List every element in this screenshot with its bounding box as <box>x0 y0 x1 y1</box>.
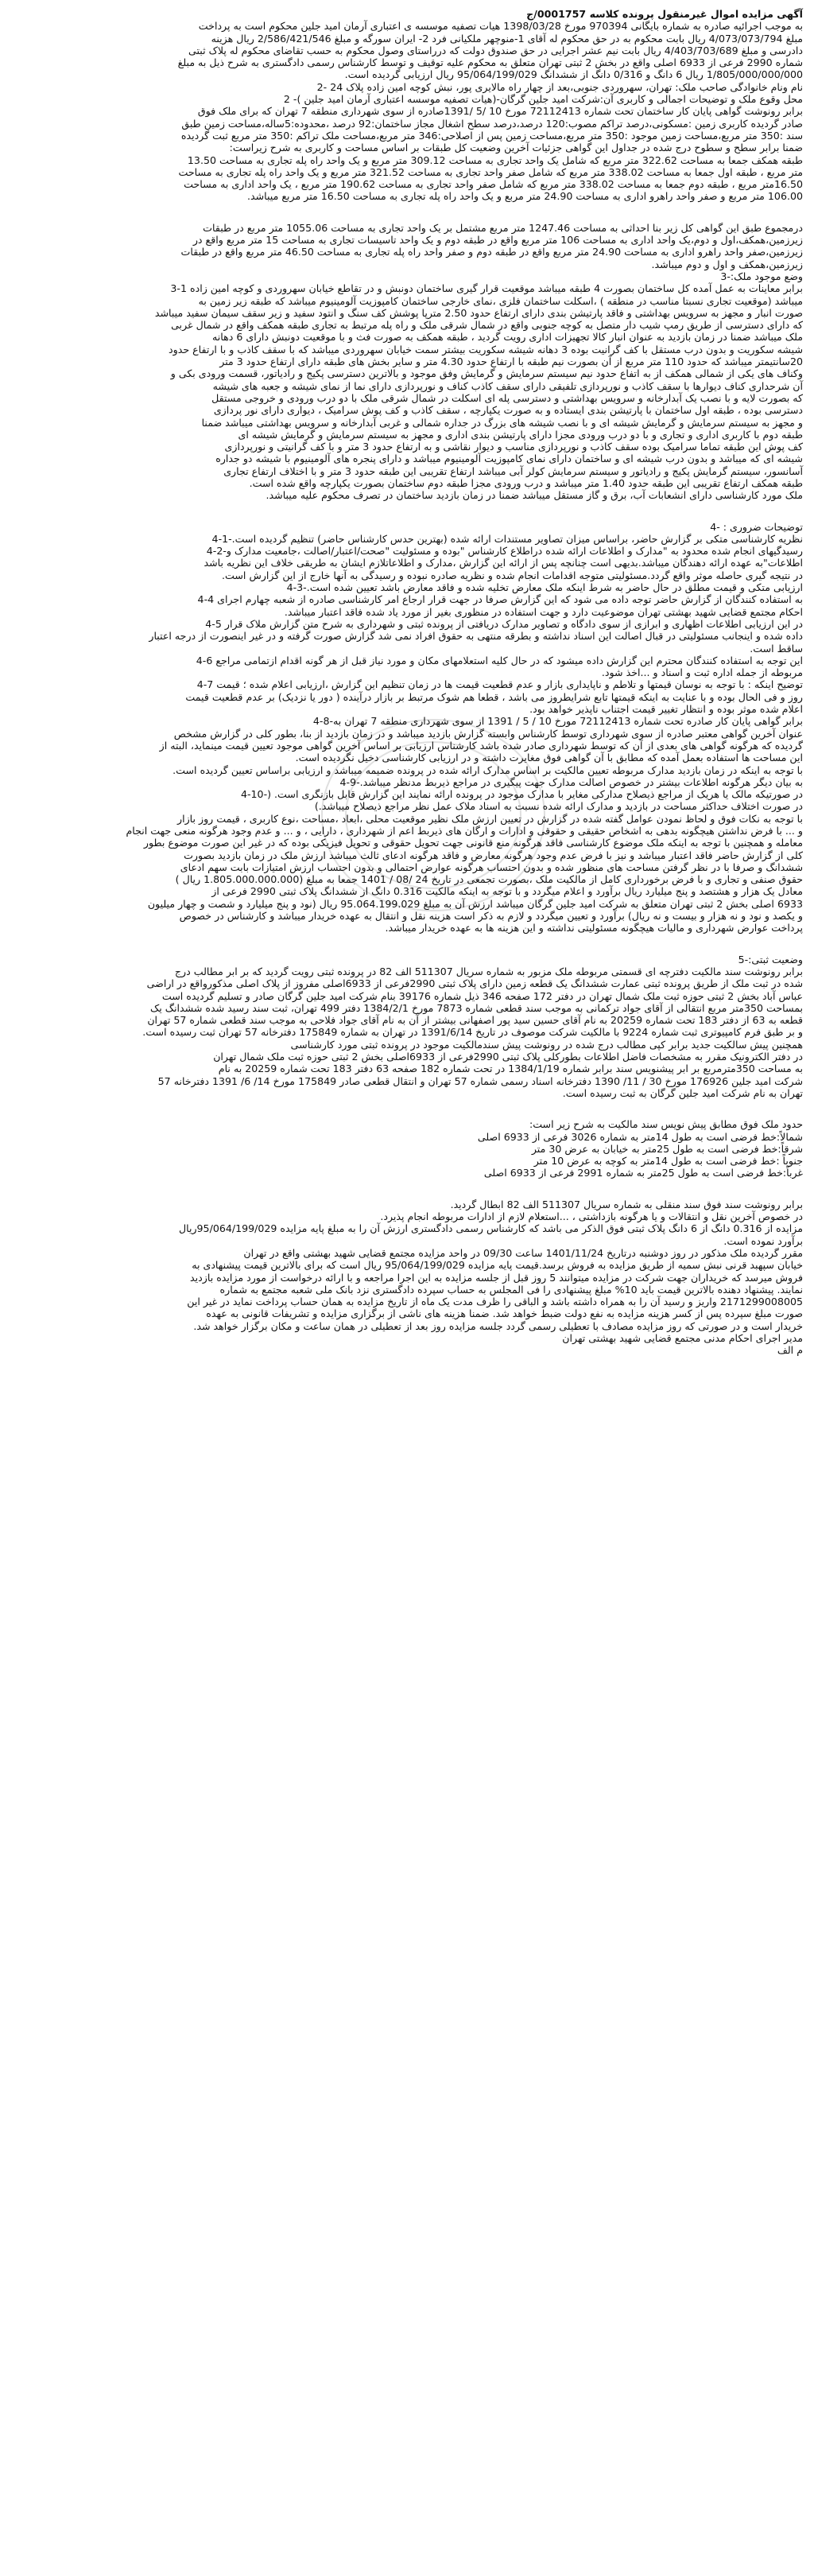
text-line: در دفتر الکترونیک مقرر به مشخصات فاضل اطلاعات بطورکلی پلاک ثبتی 2990فرعی از 6933اصلی بخش 2 ثبتی حوزه ثبت ملک شمال تهران <box>213 1051 803 1063</box>
text-line: خریدار است و در صورتی که روز مزایده مصادف با تعطیلی رسمی گردد جلسه مزایده روز بعد از تعطیلی در همان ساعت و مکان برگزار خواهد شد. <box>193 1319 803 1332</box>
text-line: شرکت امید جلین 176926 مورخ 30 / 11/ 1390 دفترخانه اسناد رسمی شماره 57 تهران و انتقال قطعی صادر 175849 مورخ 14/ 6/ 1391 دفترخانه 57 <box>157 1074 803 1087</box>
text-line: ملک میباشد ضمنا در زمان بازدید به عنوان انبار کالا تجهیزات اداری رویت گردید ، طبقه همکف به صورت فث و با موقعیت دونبش دارای 6 دهانه <box>212 331 803 344</box>
text-line: میباشد (موقعیت تجاری نسبتا مناسب در منطقه ) ،اسکلت ساختمان فلزی ،نمای خارجی ساختمان کامپوزیت آلومینیوم میباشد که طبقه زیر زمین به <box>198 294 803 307</box>
text-line: شماره 2990 فرعی از 6933 اصلی واقع در بخش 2 ثبتی تهران متعلق به محکوم علیه توقیف و توسط کارشناس رسمی دادگستری به شرح ذیل به مبلغ <box>177 56 803 69</box>
text-line: به بیان دیگر هرگونه اطلاعات بیشتر در خصوص اصالت مدارک جهت پیگیری در مراجع ذیربط مدنظر میباشد.-9-4 <box>339 775 803 788</box>
text-line: طبقه دوم با کاربری اداری و تجاری و با دو درب ورودی مجزا دارای پارتیشن بندی اداری و مجهز به سیستم سرمایش و گرمایش شیشه ای <box>238 428 803 441</box>
text-line: طبقه همکف جمعا به مساحت 322.62 متر مربع که شامل یک واحد تجاری به مساحت 309.12 متر مربع و یک واحد راه پله تجاری به مساحت 13.50 <box>187 153 803 166</box>
text-line: برابر معاینات به عمل آمده کل ساختمان بصورت 4 طبقه میباشد موقعیت قرار گیری ساختمان دونبش و در تقاطع خیابان سهروردی و کوچه امین زاده 1-3 <box>170 282 803 295</box>
text-line: صورت انبار و مجهز به سرویس بهداشتی و فاقد پارتیشن بندی دارای ارتفاع حدود 2.50 مترپا پوشش کف سنگ و انتود سفید و زیر سقف سیمان سفید میباشد <box>154 306 803 319</box>
text-line: حقوق صنفی و تجاری و با فرض برخورداری کامل از مالکیت ملک ،بصورت تجمعی در تاریخ 24 /08 / 1401 جمعا به مبلغ (1.805.000.000.000 ریال ) <box>175 873 803 886</box>
boundary-line: غرباً:خط فرضی است به طول 25متر به شماره 2991 فرعی از 6933 اصلی <box>483 1167 803 1179</box>
boundary-line: شرقاً:خط فرضی است به طول 25متر به خیابان به عرض 30 متر <box>531 1142 803 1155</box>
text-line: و یکصد و نود و نه هزار و بیست و نه ریال) برآورد و تعیین میگردد و لازم به ذکر است هزینه نقل و انتقال به عهده خریدار میباشد و کارشناس در خصوص <box>179 910 803 923</box>
text-line: در نتیجه گیری حاصله موثر واقع گردد.مسئولیتی متوجه اقدامات انجام شده و نظریه صادره نبوده و رسیدگی به آنها خارج از این گزارش است. <box>222 569 803 581</box>
text-line: داده شده و اینجانب مسئولیتی در قبال اصالت این اسناد نداشته و بطرقه منتهی به حقوق افراد نمی شد گزارش صورت گرفته و در غیر اینصورت از درجه اعتبار <box>149 630 803 643</box>
text-line: زیرزمین،همکف،اول و دوم،یک واحد اداری به مساحت 106 متر مربع واقع در طبقه دوم و یک واحد تاسیسات تجاری به مساحت 15 متر مربع واقع در <box>192 234 803 247</box>
text-line: مقرر گردیده ملک مذکور در روز دوشنبه درتاریخ 1401/11/24 ساعت 09/30 در واحد مزایده مجتمع قضایی شهید بهشتی واقع در تهران <box>243 1246 803 1259</box>
text-line: احکام مجتمع قضایی شهید بهشتی تهران موضوعیت دارد و جهت استفاده در منظوری بغیر از مورد یاد شده فاقد اعتبار میباشد. <box>284 605 803 618</box>
text-line: برابر رونوشت سند مالکیت دفترچه ای قسمتی مربوطه ملک مزبور به شماره سریال 511307 الف 82 در پرونده ثبتی رویت گردید که بر ابر مطالب درج <box>174 965 803 977</box>
text-line: دسترسی بوده ، طبقه اول ساختمان با پارتیشن بندی ایستاده و به صورت یکپارچه ، سقف کاذب و کف پوش سرامیک ، دیواری دارای نور پردازی <box>213 404 803 417</box>
text-line: و مجهز به سیستم سرمایش و گرمایش شیشه ای و با نصب شیشه های بزرگ در جداره شمالی و غربی آبدارخانه و سرویس بهداشتی میباشد ضمنا <box>201 416 803 429</box>
section-gap <box>11 934 803 954</box>
text-line: قطعه به 63 از دفتر 183 تحت شماره 20259 به نام آقای حسین سید پور اصفهانی بیشتر از آن به نام آقای جواد فلاحی به موجب سند قطعی شماره 57 تهران <box>147 1014 803 1027</box>
text-line: خیابان سپهبد قرنی نبش سمیه از طریق مزایده به فروش برسد.قیمت پایه مزایده 95/064/199/029 ریال است که برای بالاترین قیمت پیشنهادی به <box>192 1259 803 1272</box>
text-line: پرداخت عوارض شهرداری و مالیات هیچگونه مسئولیتی نداشته و این هزینه ها به عهده خریدار میباشد. <box>385 922 803 934</box>
text-line: سند :350 متر مربع،مساحت زمین موجود :350 متر مربع،مساحت زمین پس از اصلاحی:346 متر مربع،مساحت ملک تراکم :350 متر مربع ثبت گردیده <box>180 129 803 142</box>
explanations-section <box>11 533 803 934</box>
section-gap <box>11 203 803 222</box>
text-line: بمساحت 350متر مربع انتقالی از آقای جواد ترکمانی به موجب سند قطعی شماره 7873 مورخ 1384/2/1 دفتر 499 تهران، ثبت سند رسید شده ششدانگ یک <box>149 1001 803 1014</box>
text-line: محل وقوع ملک و توضیحات اجمالی و کاربری آن:شرکت امید جلین گرگان-(هیات تصفیه موسسه اعتباری آرمان امید جلین )- 2 <box>283 93 803 106</box>
text-line: 106.00 متر مربع و صفر واحد راهرو اداری به مساحت 24.90 متر مربع و یک واحد راه پله تجاری به مساحت 16.50 متر مربع میباشد. <box>246 190 803 203</box>
text-line: در این ارزیابی اطلاعات اظهاری و ابرازی از سوی دادگاه و تصاویر مدارک دریافتی از پرونده ثبتی و شهرداری به شرح متن گزارش ملاک قرار 5-4 <box>205 617 803 630</box>
text-line: تهران به نام شرکت امید جلین گرگان به ثبت رسیده است. <box>562 1086 803 1099</box>
text-line: مزایده از 0.316 دانگ از 6 دانگ پلاک ثبتی فوق الذکر می باشد که کارشناس رسمی دادگستری ارزش آن را به مبلغ پایه مزایده 95/064/199/029ریال <box>178 1222 803 1235</box>
text-line: اطلاعات"به عهده ارائه دهندگان میباشد.بدیهی است چنانچه پس از ارائه این گزارش ،مدارک و اطلاعاتلازم ایشان به طریقی خلاف این نظریه باشد <box>204 557 803 569</box>
text-line: همچنین پیش سالکیت جدید برابر کپی مطالب درج شده در رونوشت پیش سندمالکیت موجود در پرونده ثبتی مورد کارشناسی <box>290 1038 803 1051</box>
text-line: مربوطه از جمله اداره ثبت و اسناد و ...اخذ شود. <box>601 666 803 679</box>
text-line: ملک مورد کارشناسی دارای انشعابات آب، برق و گاز مستقل میباشد ضمنا در زمان بازدید ساختمان در تصرف محکوم علیه میباشد. <box>266 489 803 502</box>
text-line: به مساحت 350مترمربع بر ابر پیشنویس سند برابر شماره 1384/1/19 در تحت شماره 182 صفحه 63 دفتر 183 تحت شماره 20259 به نام <box>218 1063 803 1075</box>
text-line: صادر گردیده کاربری زمین :مسکونی،درصد تراکم مصوب:120 درصد،درصد سطح اشغال مجاز ساختمان:92 درصد ،محدوده:5ساله،مساحت زمین طبق <box>181 117 803 130</box>
text-line: 6933 اصلی بخش 2 ثبتی تهران متعلق به شرکت امید جلین گرگان میباشد ارزش آن به مبلغ 95.064.199.029 ریال (نود و پنج میلیارد و شصت و چهار میلیون <box>147 897 803 910</box>
text-line: و ... با فرض نداشتن هیچگونه بدهی به اشخاص حقیقی و حقوقی و ادارات و ارگان های ذیربط اعم از شهرداری ، دارایی ، و ... و عدم وجود هرگونه منعی جهت انجام <box>126 825 803 837</box>
text-line: در خصوص آخرین نقل و انتقالات و یا هرگونه بازداشتی ، ...استعلام لازم از ادارات مربوطه انجام پذیرد. <box>380 1210 803 1223</box>
text-line: رسیدگیهای انجام شده محدود به "مدارک و اطلاعات ارائه شده دراطلاع کارشناس "بوده و مسئولیت "صحت/اعتبار/اصالت ،جامعیت مدارک و-2-4 <box>206 545 803 558</box>
text-line: و بر طبق فرم کامپیوتری ثبت شماره 9224 با مالکیت شرکت موصوف در تاریخ 1391/6/14 در تهران به شماره 175849 دفترخانه 57 تهران ثبت رسیده است. <box>142 1026 803 1039</box>
text-line: وضع موجود ملک:-3 <box>720 270 803 282</box>
registration-status-title: وضعیت ثبتی:-5 <box>738 953 803 966</box>
text-line: وکناف های یکی از شمالی همکف از به اتفاع حدود نیم سیستم سرمایش و گرمایش وفق موجود و بالاترین دسترسی پکیج و رادیاتور، قسمت ورودی بکی و <box>170 367 803 380</box>
text-line: درمجموع طبق این گواهی کل زیر بنا احداثی به مساحت 1247.46 متر مربع مشتمل بر یک واحد تجاری به مساحت 1055.06 متر مربع در طبقات <box>203 221 803 234</box>
text-line: به استفاده کنندگان از گزارش حاضر توجه داده می شود که این گزارش صرفا در جهت قرار ارجاع امر کارشناسی صادره از شعبه چهارم اجرای 4-4 <box>197 593 803 606</box>
text-line: ضمنا برابر سطح و سطوح درج شده در جداول این گواهی جزئیات آخرین وضعیت کل طبقات بر اساس مساحت و کاربری به شرح زیراست: <box>229 142 803 154</box>
text-line: اعلام شده موثر بوده و انتظار تغییر قیمت اجتناب ناپذیر خواهد بود. <box>529 703 803 716</box>
text-line: مدیر اجرای احکام مدنی مجتمع قضایی شهید بهشتی تهران <box>562 1331 803 1344</box>
boundaries-section <box>11 1131 803 1179</box>
boundaries-title: حدود ملک فوق مطابق پیش نویس سند مالکیت به شرح زیر است: <box>529 1118 803 1131</box>
text-line: آسانسور، سیستم گرمایش پکیج و رادیاتور و سیستم سرمایش کولر آبی میباشد ارتفاع تقریبی این طبقه حدود 3 متر و با اختلاف ارتفاع تجاری <box>223 464 803 477</box>
text-line: م الف <box>777 1344 803 1357</box>
text-line: عنوان آخرین گواهی معتبر صادره از سوی شهرداری توسط کارشناس وابسته گزارش بازدید میباشد و در زمان بازدید از بنا، بطور کلی در گزارش مشخص <box>173 727 803 740</box>
text-line: برابر رونوشت گواهی پایان کار ساختمان تحت شماره 72112413 مورخ 10 /5 /1391صادره از سوی شهرداری منطقه 7 تهران که برای ملک فوق <box>197 105 803 118</box>
intro-section <box>11 20 803 202</box>
text-line: متر مربع ، طبقه اول جمعا به مساحت 338.02 متر مربع که شامل صفر واحد تجاری به مساحت 321.52 متر مربع و یک واحد راه پله تجاری به مساحت <box>178 165 803 178</box>
text-line: مبلغ 4/073/073/794 ریال بابت محکوم به در حق محکوم له آقای 1-منوچهر ملکیانی فرد 2- ایران سورگه و مبلغ 2/586/421/546 ریال هزینه <box>211 32 803 45</box>
text-line: ساقط است. <box>750 642 803 655</box>
text-line: صورت مبلغ سپرده پس از کسر هزینه مزایده به نفع دولت ضبط خواهد شد. ضمنا هزینه های ناشی از برگزاری مزایده و تشریفات قانونی به عهده <box>206 1307 803 1320</box>
text-line: 16.50متر مربع ، طبقه دوم جمعا به مساحت 338.02 متر مربع که شامل صفر واحد تجاری به مساحت 190.62 متر مربع ، یک واحد اداری به مساحت <box>184 178 803 191</box>
text-line: این مساحت ها استفاده بعمل آمده که مطابق با آن گواهی فوق مغایرت داشته و در ارزیابی کارشناسی دخیل نگردیده است. <box>295 752 803 764</box>
section-gap <box>11 502 803 521</box>
explanations-title: توضیحات ضروری : -4 <box>710 520 803 533</box>
text-line: برابر گواهی پایان کار صادره تحت شماره 72112413 مورخ 10 / 5 / 1391 از سوی شهرداری منطقه 7 تهران به-8-4 <box>312 715 803 728</box>
text-line: ششدانگ و صرفا با در نظر گرفتن مساحت های منظور شده و بدون احتساب هرگونه عوارض احتمالی و بدون احتساب ارزش امتیازات بابت سهم ادعای <box>180 861 803 873</box>
boundary-line: شمالاً:خط فرضی است به طول 14متر به شماره 3026 فرعی از 6933 اصلی <box>477 1130 803 1143</box>
text-line: شیشه ای که میباشد و بدون درب شیشه ای و ساختمان دارای نمای کامپوزیت آلومینیوم میباشد و دارای پنجره های آلومینیوم با شیشه دو جداره <box>215 453 803 465</box>
auction-terms-section <box>11 1199 803 1357</box>
text-line: کلی از گزارش حاضر فاقد اعتبار میباشد و نیز با فرض عدم وجود هرگونه معارض و فاقد هرگونه ادعای ثالث میباشد ارزش ملک در زمان بازدید بصورت <box>184 849 803 861</box>
text-line: که بصورت لایه و با نصب یک آبدارخانه و سرویس بهداشتی و دسترسی پله ای اسکلت در شمال شرقی ملک با دو درب ورودی و خروجی مستقل <box>211 391 803 404</box>
text-line: دادرسی و مبلغ 4/403/703/689 ریال بابت نیم عشر اجرایی در حق صندوق دولت که درراستای وصول محکوم به حسب تقاضای محکوم له پلاک ثبتی <box>188 44 803 56</box>
text-line: طبقه همکف ارتفاع تقریبی این طبقه حدود 1.40 متر میباشد و درب ورودی مجزا طبقه دوم ساختمان بصورت یکپارچه واقع شده است. <box>249 476 803 489</box>
boundary-line: جنوباً :خط فرضی است به طول 14متر به کوچه به عرض 10 متر <box>533 1155 803 1168</box>
property-description-section <box>11 222 803 502</box>
text-line: 20سانتیمتر میباشد که حدود 110 متر مربع از آن بصورت نیم طبقه با ارتفاع حدود 4.30 متر و سایر بخش های طبقه دارای ارتفاع حدود 3 متر <box>219 356 803 368</box>
text-line: توضیح اینکه : با توجه به نوسان قیمتها و تلاطم و ناپایداری بازار و عدم قطعیت قیمت ها در زمان تنظیم این گزارش ،ارزیابی اعلام شده ؛ قیمت 7-4 <box>196 678 803 691</box>
text-line: برآورد نموده است. <box>723 1234 803 1247</box>
document-title: آگهی مزایده اموال غیرمنقول پرونده کلاسه 0001757/ج <box>526 8 803 20</box>
text-line: عباس آباد بخش 2 ثبتی حوزه ثبت ملک شمال تهران در دفتر 172 صفحه 346 ذیل شماره 39176 بنام شرکت امید جلین گرگان صادر و تسلیم گردیده است <box>161 989 803 1002</box>
text-line: نمایند. پیشنهاد دهنده بالاترین قیمت باید 10% مبلغ پیشنهادی را فی المجلس به حساب سپرده دادگستری نزد بانک ملی شعبه مجتمع به شماره <box>219 1283 803 1296</box>
text-line: شده در ثبت ملک از طریق پرونده ثبتی عمارت ششدانگ یک قطعه زمین دارای پلاک ثبتی 2990فرعی از 6933اصلی مفروز از پلاک اصلی مذکورواقع در اراضی <box>146 977 803 990</box>
text-line: معادل یک هزار و هشتصد و پنج میلیارد ریال برآورد و اعلام میگردد و با توجه به اینکه مالکیت 0.316 دانگ از ششدانگ پلاک ثبتی 2990 فرعی از <box>211 885 803 898</box>
section-gap <box>11 1179 803 1199</box>
text-line: نظریه کارشناسی متکی بر گزارش حاضر، براساس میزان تصاویر مستندات ارائه شده (بهترین حدس کارشناس حاضر) تنظیم گردیده است.-1-4 <box>211 532 803 545</box>
text-line: 2171299008005 واریز و رسید آن را به همراه داشته باشد و الباقی را ظرف مدت یک ماه از تاریخ مزایده به همان حساب پرداخت نماید در غیر این <box>187 1296 803 1308</box>
text-line: در صورتیکه مالک یا هریک از مراجع ذیصلاح مدارکی مغایر با مدارک موجود در پرونده ارائه نمایند این گزارش قابل بازنگری است. (-10-4 <box>240 788 803 801</box>
text-line: 1/805/000/000/000 ریال 6 دانگ و 0/316 دانگ از ششدانگ 95/064/199/029 ریال ارزیابی گردیده است. <box>344 68 803 81</box>
text-line: این توجه به استفاده کنندگان محترم این گزارش داده میشود که در حال کلیه استعلامهای مکان و مورد نیاز قبل از هر گونه اقدام ازتمامی مراجع 6-4 <box>196 654 803 666</box>
text-line: ارزیابی متکی و قیمت مطلق در حال حاضر به شرط اینکه ملک معارض تخلیه شده و فاقد معارض باشد تعیین شده است.-3-4 <box>286 581 803 594</box>
text-line: گردیده که هرگونه گواهی های بعدی از آن که توسط شهرداری صادر شده باشد کارشناس ارزیابی بر اساس آخرین گواهی موجود تعیین قیمت مینماید، البته از <box>159 739 803 752</box>
text-line: با توجه به اینکه در زمان بازدید مدارک مربوطه تعیین مالکیت بر اساس مدارک ارائه شده در پرونده ضمیمه میباشد و ارزیابی براساس تعیین گردیده است. <box>172 763 803 776</box>
text-line: شیشه سکوریت و بدون درب مستقل با کف گرانیت بوده 3 دهانه شیشه سکوریت بیشتر سمت خیابان سهروردی میباشد که با سقف کاذب و با ارتفاع حدود <box>169 343 803 356</box>
text-line: زیرزمین،صفر واحد راهرو اداری به مساحت 24.90 متر مربع واقع در طبقه دوم و صفر واحد راه پله تجاری به مساحت 46.50 متر مربع واقع در طبقات <box>180 246 803 258</box>
text-line: به موجب اجرائیه صادره به شماره بایگانی 970394 مورخ 1398/03/28 هیات تصفیه موسسه ی اعتباری آرمان امید جلین محکوم است به پرداخت <box>198 20 803 33</box>
text-line: آن شرحداری کناف دیوارها با سقف کاذب و نورپردازی تلفیقی دارای سقف کاذب کناف و نورپردازی دارای نما از نمای شیشه و جعبه های شیشه <box>212 379 803 392</box>
text-line: زیرزمین،همکف و اول و دوم میباشد. <box>651 258 803 270</box>
text-line: فروش میرسد که خریداران جهت شرکت در مزایده میتوانند 5 روز قبل از جلسه مزایده به این اجرا مراجعه و با ارائه درخواست از مورد مزایده بازدید <box>190 1271 803 1284</box>
section-gap <box>11 1099 803 1118</box>
text-line: در صورت اختلاف حداکثر مساحت در بازدید و مدارک ارائه شده نسبت به اسناد ملاک عمل نظر مراجع ذیصلاح میباشد.) <box>314 800 803 813</box>
text-line: معامله و همچنین با توجه به اینکه ملک موضوع کارشناسی فاقد هرگونه منع قانونی جهت تحویل حقوقی و تحویل فیزیکی بوده که در غیر این صورت موضوع بطور <box>143 837 803 849</box>
registration-status-section <box>11 966 803 1099</box>
text-line: نام ونام خانوادگی صاحب ملک: تهران، سهروردی جنوبی،بعد از چهار راه مالایری پور، نبش کوچه امین زاده پلاک 24 -2 <box>316 80 803 93</box>
text-line: روز و فی الحال بوده و با عنایت به اینکه قیمتها تابع شرایطروز می باشد ، قطعا هم شوک مرتبط بر بازار درآینده ( دور یا نزدیک) بر عدم قطعیت قیمت <box>185 690 803 703</box>
text-line: با توجه به نکات فوق و لحاظ نمودن عوامل گفته شده در گزارش در تعیین ارزش ملک نظیر موقعیت محلی ،ابعاد ،مساحت ،نوع کاربری ، قیمت روز بازار <box>177 812 803 825</box>
text-line: برابر رونوشت سند فوق سند منقلی به شماره سریال 511307 الف 82 ابطال گردید. <box>450 1198 803 1210</box>
text-line: کف پوش این طبقه تماما سرامیک بوده سقف کاذب و نورپردازی مناسب و دیوار نقاشی و به ارتفاع حدود 3 متر و با کف گرانیتی و نورپردازی <box>224 441 803 453</box>
text-line: که دارای دسترسی از طریق رمپ شیب دار متصل به کوچه جنوبی واقع در شمال شرقی ملک و راه پله مرتبط به تجاری طبقه همکف واقع در شمال غربی <box>171 319 803 332</box>
